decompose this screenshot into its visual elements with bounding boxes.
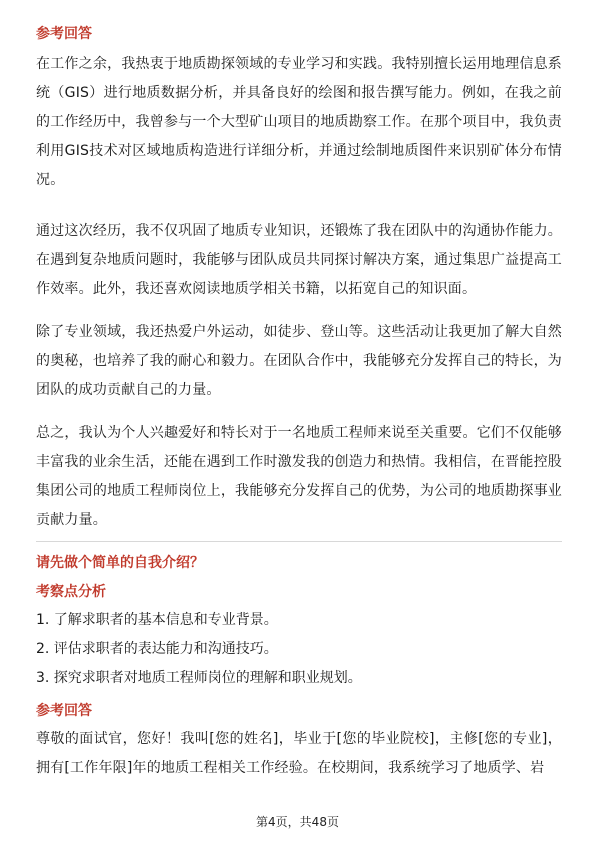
answer-label: 参考回答 [36, 26, 92, 42]
answer-paragraph: 通过这次经历，我不仅巩固了地质专业知识，还锻炼了我在团队中的沟通协作能力。在遇到复杂地质问题时，我能够与团队成员共同探讨解决方案，通过集思广益提高工作效率。此外，我还喜欢阅读地质学相关书籍，以拓宽自己的知识面。 [36, 223, 562, 297]
answer-paragraph: 尊敬的面试官，您好！我叫[您的姓名]，毕业于[您的毕业院校]，主修[您的专业]，拥有[工作年限]年的地质工程相关工作经验。在校期间，我系统学习了地质学、岩 [36, 731, 562, 776]
answer-paragraph: 总之，我认为个人兴趣爱好和特长对于一名地质工程师来说至关重要。它们不仅能够丰富我的业余生活，还能在遇到工作时激发我的创造力和热情。我相信，在晋能控股集团公司的地质工程师岗位上，我能够充分发挥自己的优势，为公司的地质勘探事业贡献力量。 [36, 425, 562, 528]
page-content [36, 24, 562, 783]
answer-paragraph: 除了专业领域，我还热爱户外运动，如徒步、登山等。这些活动让我更加了解大自然的奥秘，也培养了我的耐心和毅力。在团队合作中，我能够充分发挥自己的特长，为团队的成功贡献自己的力量。 [36, 324, 562, 398]
answer-label: 参考回答 [36, 703, 92, 719]
question-heading: 请先做个简单的自我介绍？ [36, 555, 204, 571]
answer-paragraph: 在工作之余，我热衷于地质勘探领域的专业学习和实践。我特别擅长运用地理信息系统（GIS）进行地质数据分析，并具备良好的绘图和报告撰写能力。例如，在我之前的工作经历中，我曾参与一个大型矿山项目的地质勘察工作。在那个项目中，我负责利用GIS技术对区域地质构造进行详细分析，并通过绘制地质图件来识别矿体分布情况。 [36, 56, 562, 188]
analysis-item: 1. 了解求职者的基本信息和专业背景。 [36, 612, 278, 628]
analysis-item: 2. 评估求职者的表达能力和沟通技巧。 [36, 641, 278, 657]
analysis-label: 考察点分析 [36, 584, 106, 600]
page-number: 第4页，共48页 [256, 815, 339, 829]
section-divider [36, 541, 562, 542]
analysis-item: 3. 探究求职者对地质工程师岗位的理解和职业规划。 [36, 670, 362, 686]
